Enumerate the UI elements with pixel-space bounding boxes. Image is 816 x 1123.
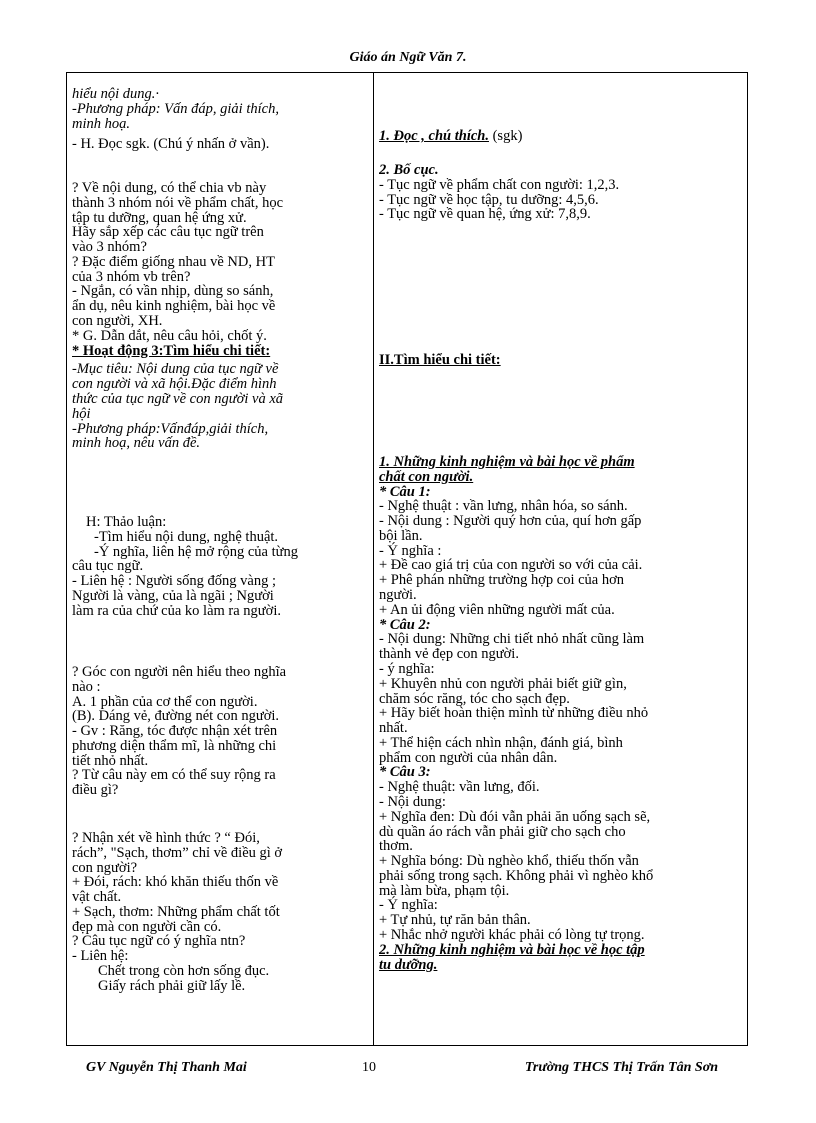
text-line: -Mục tiêu: Nội dung của tục ngữ về bbox=[72, 361, 279, 378]
text-line: ẩn dụ, nêu kinh nghiệm, bài học về bbox=[72, 298, 276, 315]
section-title: 2. Bố cục. bbox=[379, 162, 439, 178]
text-line: - H. Đọc sgk. (Chú ý nhấn ở vần). bbox=[72, 136, 270, 153]
footer-author: GV Nguyễn Thị Thanh Mai bbox=[86, 1060, 247, 1075]
text-line: ? Nhận xét về hình thức ? “ Đói, bbox=[72, 830, 260, 846]
text-line: - Nội dung: bbox=[379, 793, 446, 810]
text-line: - Tục ngữ về học tập, tu dưỡng: 4,5,6. bbox=[379, 191, 599, 208]
section-title: 1. Những kinh nghiệm và bài học về phẩm bbox=[379, 454, 635, 470]
text-line: -Phương pháp:Vấnđáp,giải thích, bbox=[72, 420, 269, 437]
text-line: -Phương pháp: Vấn đáp, giải thích, bbox=[72, 100, 279, 117]
text-line: + Hãy biết hoàn thiện mình từ những điều nhỏ bbox=[379, 705, 649, 722]
text-line: - Gv : Răng, tóc được nhận xét trên bbox=[72, 723, 278, 740]
text-line: + Đề cao giá trị của con người so với của cải. bbox=[379, 557, 643, 574]
text-line: Chết trong còn hơn sống đục. bbox=[98, 963, 270, 980]
lesson-table bbox=[66, 72, 748, 1046]
text-line: vật chất. bbox=[72, 889, 122, 906]
text-line: - Nghệ thuật: vần lưng, đối. bbox=[379, 779, 540, 796]
activity-label: * Hoạt động 3: bbox=[72, 342, 164, 359]
text-line: thành 3 nhóm nói về phẩm chất, học bbox=[72, 194, 284, 211]
text-line: con người, XH. bbox=[72, 313, 163, 330]
text-line: tập tu dưỡng, quan hệ ứng xử. bbox=[72, 209, 247, 226]
question-label: * Câu 1: bbox=[379, 483, 431, 500]
activity-title: Tìm hiểu chi tiết: bbox=[163, 342, 271, 359]
text-line: - Nghệ thuật : vần lưng, nhân hóa, so sánh. bbox=[379, 498, 628, 515]
section-heading bbox=[379, 129, 522, 144]
text-line: minh hoạ. bbox=[72, 115, 130, 132]
text-line: + Thể hiện cách nhìn nhận, đánh giá, bình bbox=[379, 734, 623, 751]
text-line: * G. Dẫn dắt, nêu câu hỏi, chốt ý. bbox=[72, 327, 267, 344]
text-line: thành vẻ đẹp con người. bbox=[379, 646, 519, 663]
text-line: - Nội dung : Người quý hơn của, quí hơn gấp bbox=[379, 513, 642, 530]
section-title: 1. Đọc , chú thích. bbox=[379, 128, 489, 144]
section-note: (sgk) bbox=[492, 128, 523, 144]
text-line: phương diện thẩm mĩ, là những chi bbox=[72, 737, 277, 754]
text-line: tiết nhỏ nhất. bbox=[72, 752, 149, 769]
text-line: - ý nghĩa: bbox=[379, 660, 435, 677]
text-line: phẩm con người của nhân dân. bbox=[379, 749, 558, 766]
text-line: mà làm bừa, phạm tội. bbox=[379, 882, 510, 899]
text-line: dù quần áo rách vẫn phải giữ cho sạch cho bbox=[379, 823, 626, 840]
text-line: + Đói, rách: khó khăn thiếu thốn về bbox=[72, 874, 279, 891]
text-line: con người? bbox=[72, 859, 138, 876]
text-line: minh hoạ, nêu vấn đề. bbox=[72, 435, 201, 452]
text-line: người. bbox=[379, 587, 417, 604]
footer-school: Trường THCS Thị Trấn Tân Sơn bbox=[524, 1060, 718, 1075]
text-line: -Ý nghĩa, liên hệ mở rộng của từng bbox=[94, 543, 298, 560]
text-line: - Tục ngữ về quan hệ, ứng xử: 7,8,9. bbox=[379, 206, 591, 223]
question-label: * Câu 2: bbox=[379, 616, 431, 633]
text-line: hội bbox=[72, 405, 91, 422]
text-line: của 3 nhóm vb trên? bbox=[72, 268, 191, 285]
text-line: ? Câu tục ngữ có ý nghĩa ntn? bbox=[72, 933, 246, 950]
question-label: * Câu 3: bbox=[379, 764, 431, 781]
text-line: - Ý nghĩa : bbox=[379, 542, 442, 559]
text-line: - Ý nghĩa: bbox=[379, 897, 438, 914]
section-title: II.Tìm hiểu chi tiết: bbox=[379, 352, 501, 368]
column-divider bbox=[373, 73, 374, 1045]
text-line: ? Từ câu này em có thể suy rộng ra bbox=[72, 767, 276, 784]
text-line: chăm sóc răng, tóc cho sạch đẹp. bbox=[379, 690, 570, 707]
text-line: thơm. bbox=[379, 838, 413, 855]
text-line: H: Thảo luận: bbox=[86, 514, 167, 530]
text-line: rách”, "Sạch, thơm” chỉ về điều gì ở bbox=[72, 844, 283, 861]
text-line: Người là vàng, của là ngãi ; Người bbox=[72, 587, 274, 604]
page-number: 10 bbox=[362, 1060, 376, 1075]
text-line: nhất. bbox=[379, 720, 408, 737]
text-line: - Tục ngữ về phẩm chất con người: 1,2,3. bbox=[379, 176, 620, 193]
left-column bbox=[72, 73, 365, 1045]
section-title: 2. Những kinh nghiệm và bài học về học tập bbox=[379, 941, 645, 958]
text-line: + Tự nhủ, tự răn bản thân. bbox=[379, 912, 531, 929]
section-title: tu dưỡng. bbox=[379, 956, 438, 973]
text-line: làm ra của chứ của ko làm ra người. bbox=[72, 602, 281, 619]
text-line: nào : bbox=[72, 678, 101, 695]
text-line: - Liên hệ: bbox=[72, 948, 129, 965]
text-line: A. 1 phần của cơ thể con người. bbox=[72, 693, 258, 710]
text-line: đẹp mà con người cần có. bbox=[72, 918, 222, 935]
text-line: ? Góc con người nên hiểu theo nghĩa bbox=[72, 664, 287, 680]
text-line: câu tục ngữ. bbox=[72, 558, 144, 575]
text-line: phải sống trong sạch. Không phải vì nghèo khổ bbox=[379, 867, 654, 884]
text-line: Hãy sắp xếp các câu tục ngữ trên bbox=[72, 224, 264, 241]
section-title: chất con người. bbox=[379, 468, 474, 485]
text-line: + Nhắc nhở người khác phải có lòng tự trọng. bbox=[379, 927, 645, 943]
text-line: - Ngắn, có vần nhịp, dùng so sánh, bbox=[72, 283, 274, 300]
text-line: vào 3 nhóm? bbox=[72, 239, 147, 256]
text-line: Giấy rách phải giữ lấy lề. bbox=[98, 977, 246, 994]
text-line: ? Về nội dung, có thể chia vb này bbox=[72, 180, 267, 196]
text-line: thức của tục ngữ về con người và xã bbox=[72, 390, 284, 407]
text-line: + Nghĩa bóng: Dù nghèo khổ, thiếu thốn vẫn bbox=[379, 853, 639, 870]
text-line: hiểu nội dung.· bbox=[72, 86, 159, 102]
text-line: con người và xã hội.Đặc điểm hình bbox=[72, 376, 277, 393]
text-line: + Sạch, thơm: Những phẩm chất tốt bbox=[72, 903, 280, 920]
text-line: -Tìm hiểu nội dung, nghệ thuật. bbox=[94, 528, 279, 545]
page-header: Giáo án Ngữ Văn 7. bbox=[349, 50, 467, 65]
text-line: + Phê phán những trường hợp coi của hơn bbox=[379, 572, 625, 589]
text-line: ? Đặc điểm giống nhau về ND, HT bbox=[72, 253, 275, 270]
text-line: bội lần. bbox=[379, 527, 423, 544]
text-line: + Khuyên nhủ con người phải biết giữ gìn, bbox=[379, 675, 627, 692]
text-line: + Nghĩa đen: Dù đói vẫn phải ăn uống sạch sẽ, bbox=[379, 808, 651, 825]
text-line: điều gì? bbox=[72, 782, 119, 799]
right-column bbox=[379, 73, 741, 1045]
text-line: + An ủi động viên những người mất của. bbox=[379, 601, 615, 618]
text-line: (B). Dáng vẻ, đường nét con người. bbox=[72, 708, 280, 725]
page-footer bbox=[86, 1060, 718, 1080]
text-line: - Liên hệ : Người sống đống vàng ; bbox=[72, 573, 276, 590]
activity-heading bbox=[72, 344, 365, 359]
text-line: - Nội dung: Những chi tiết nhỏ nhất cũng làm bbox=[379, 631, 645, 648]
